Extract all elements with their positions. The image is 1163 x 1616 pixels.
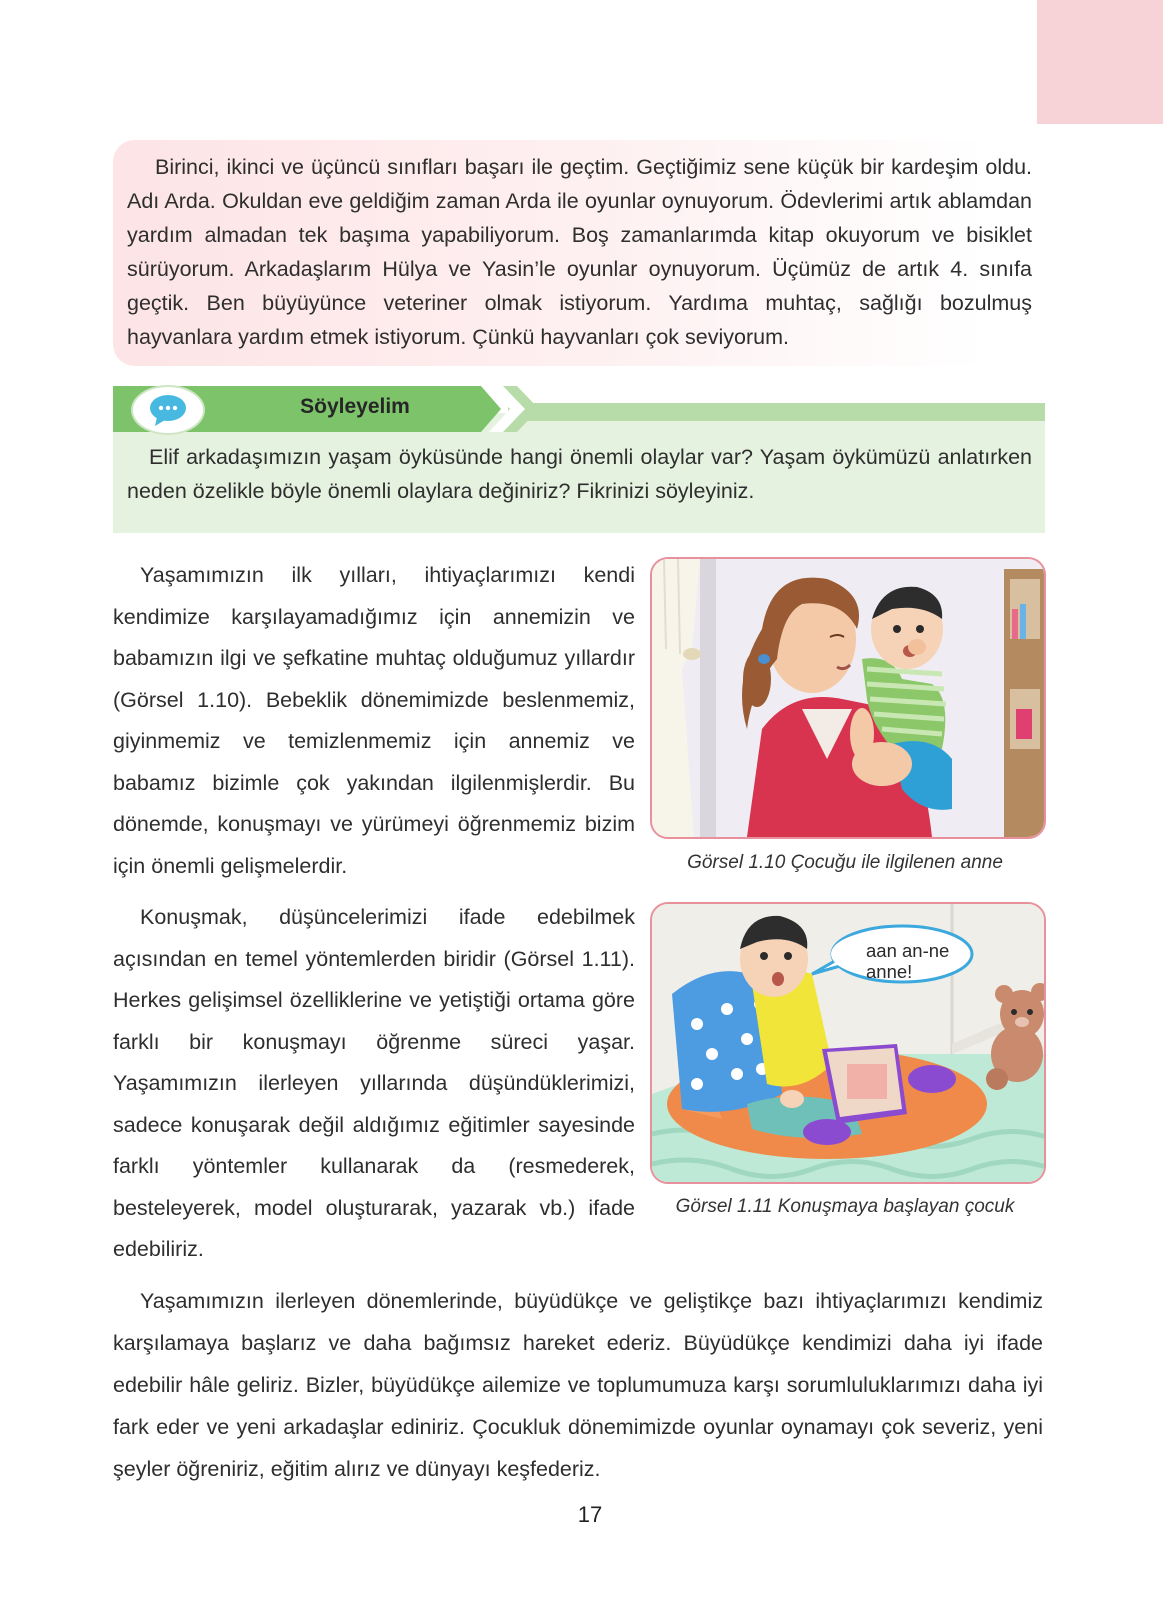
soyleyelim-text-block [127,440,1032,508]
paragraph-text: Yaşamımızın ilk yılları, ihtiyaçlarımızı kendi kendimize karşılayamadığımız için annemizin ve babamızın ilgi ve şefkatine muhtaç olduğumuz yıllardır (Görsel 1.10). Bebeklik dönemimizde beslenmemiz, giyinmemiz ve temizlenmemiz için annemiz ve babamız bizimle çok yakından ilgilenmişlerdir. Bu dönemde, konuşmayı ve yürümeyi öğrenmemiz bizim için önemli gelişmelerdir. [113,563,635,878]
page-corner-tab [1037,0,1163,124]
page-number: 17 [577,1502,603,1527]
soyleyelim-header-banner [113,386,1045,432]
figure-caption-1: Görsel 1.10 Çocuğu ile ilgilenen anne [687,852,1003,873]
story-text-block [127,150,1032,354]
figure-mother-with-baby [650,557,1046,839]
bubble-line-1: aan an-ne [866,940,950,961]
story-paragraph: Birinci, ikinci ve üçüncü sınıfları başarı ile geçtim. Geçtiğimiz sene küçük bir kardeşim oldu. Adı Arda. Okuldan eve geldiğim zaman Arda ile oyunlar oynuyorum. Ödevlerimi artık ablamdan yardım almadan tek başıma yapabiliyorum. Boş zamanlarımda kitap okuyorum ve bisiklet sürüyorum. Arkadaşlarım Hülya ve Yasin’le oyunlar oynuyorum. Üçümüz de artık 4. sınıfa geçtik. Ben büyüyünce veteriner olmak istiyorum. Yardıma muhtaç, sağlığı bozulmuş hayvanlara yardım etmek istiyorum. Çünkü hayvanları çok seviyorum. [127,155,1032,349]
soyleyelim-question: Elif arkadaşımızın yaşam öyküsünde hangi önemli olaylar var? Yaşam öykümüzü anlatırken neden özelikle böyle önemli olaylara değiniriz? Fikrinizi söyleyiniz. [127,445,1032,503]
body-paragraph-3 [113,1280,1043,1490]
body-paragraph-1 [113,555,635,887]
figure-child-speaking [650,902,1046,1184]
bubble-line-2: anne! [866,961,913,982]
paragraph-text: Yaşamımızın ilerleyen dönemlerinde, büyüdükçe ve geliştikçe bazı ihtiyaçlarımızı kendimiz karşılamaya başlarız ve daha bağımsız hareket ederiz. Büyüdükçe kendimizi daha iyi ifade edebilir hâle geliriz. Bizler, büyüdükçe ailemize ve toplumumuza karşı sorumluluklarımızı daha iyi fark eder ve yeni arkadaşlar ediniriz. Çocukluk dönemimizde oyunlar oynamayı çok severiz, yeni şeyler öğreniriz, eğitim alırız ve dünyayı keşfederiz. [113,1289,1043,1481]
paragraph-text: Konuşmak, düşüncelerimizi ifade edebilmek açısından en temel yöntemlerden biridir (Görsel 1.11). Herkes gelişimsel özelliklerine ve yetiştiği ortama göre farklı bir konuşmayı öğrenme süreci yaşar. Yaşamımızın ilerleyen yıllarında düşündüklerimizi, sadece konuşarak değil aldığımız eğitimler sayesinde farklı yöntemler kullanarak da (resmederek, besteleyerek, model oluşturarak, yazarak vb.) ifade edebiliriz. [113,905,635,1261]
body-paragraph-2 [113,897,635,1271]
mother-baby-illustration [652,559,1044,837]
soyleyelim-title: Söyleyelim [300,395,410,418]
speech-bubble-icon [133,387,203,433]
child-speaking-illustration [652,904,1044,1182]
figure-caption-2: Görsel 1.11 Konuşmaya başlayan çocuk [675,1196,1015,1217]
speech-bubble-text [866,940,966,982]
